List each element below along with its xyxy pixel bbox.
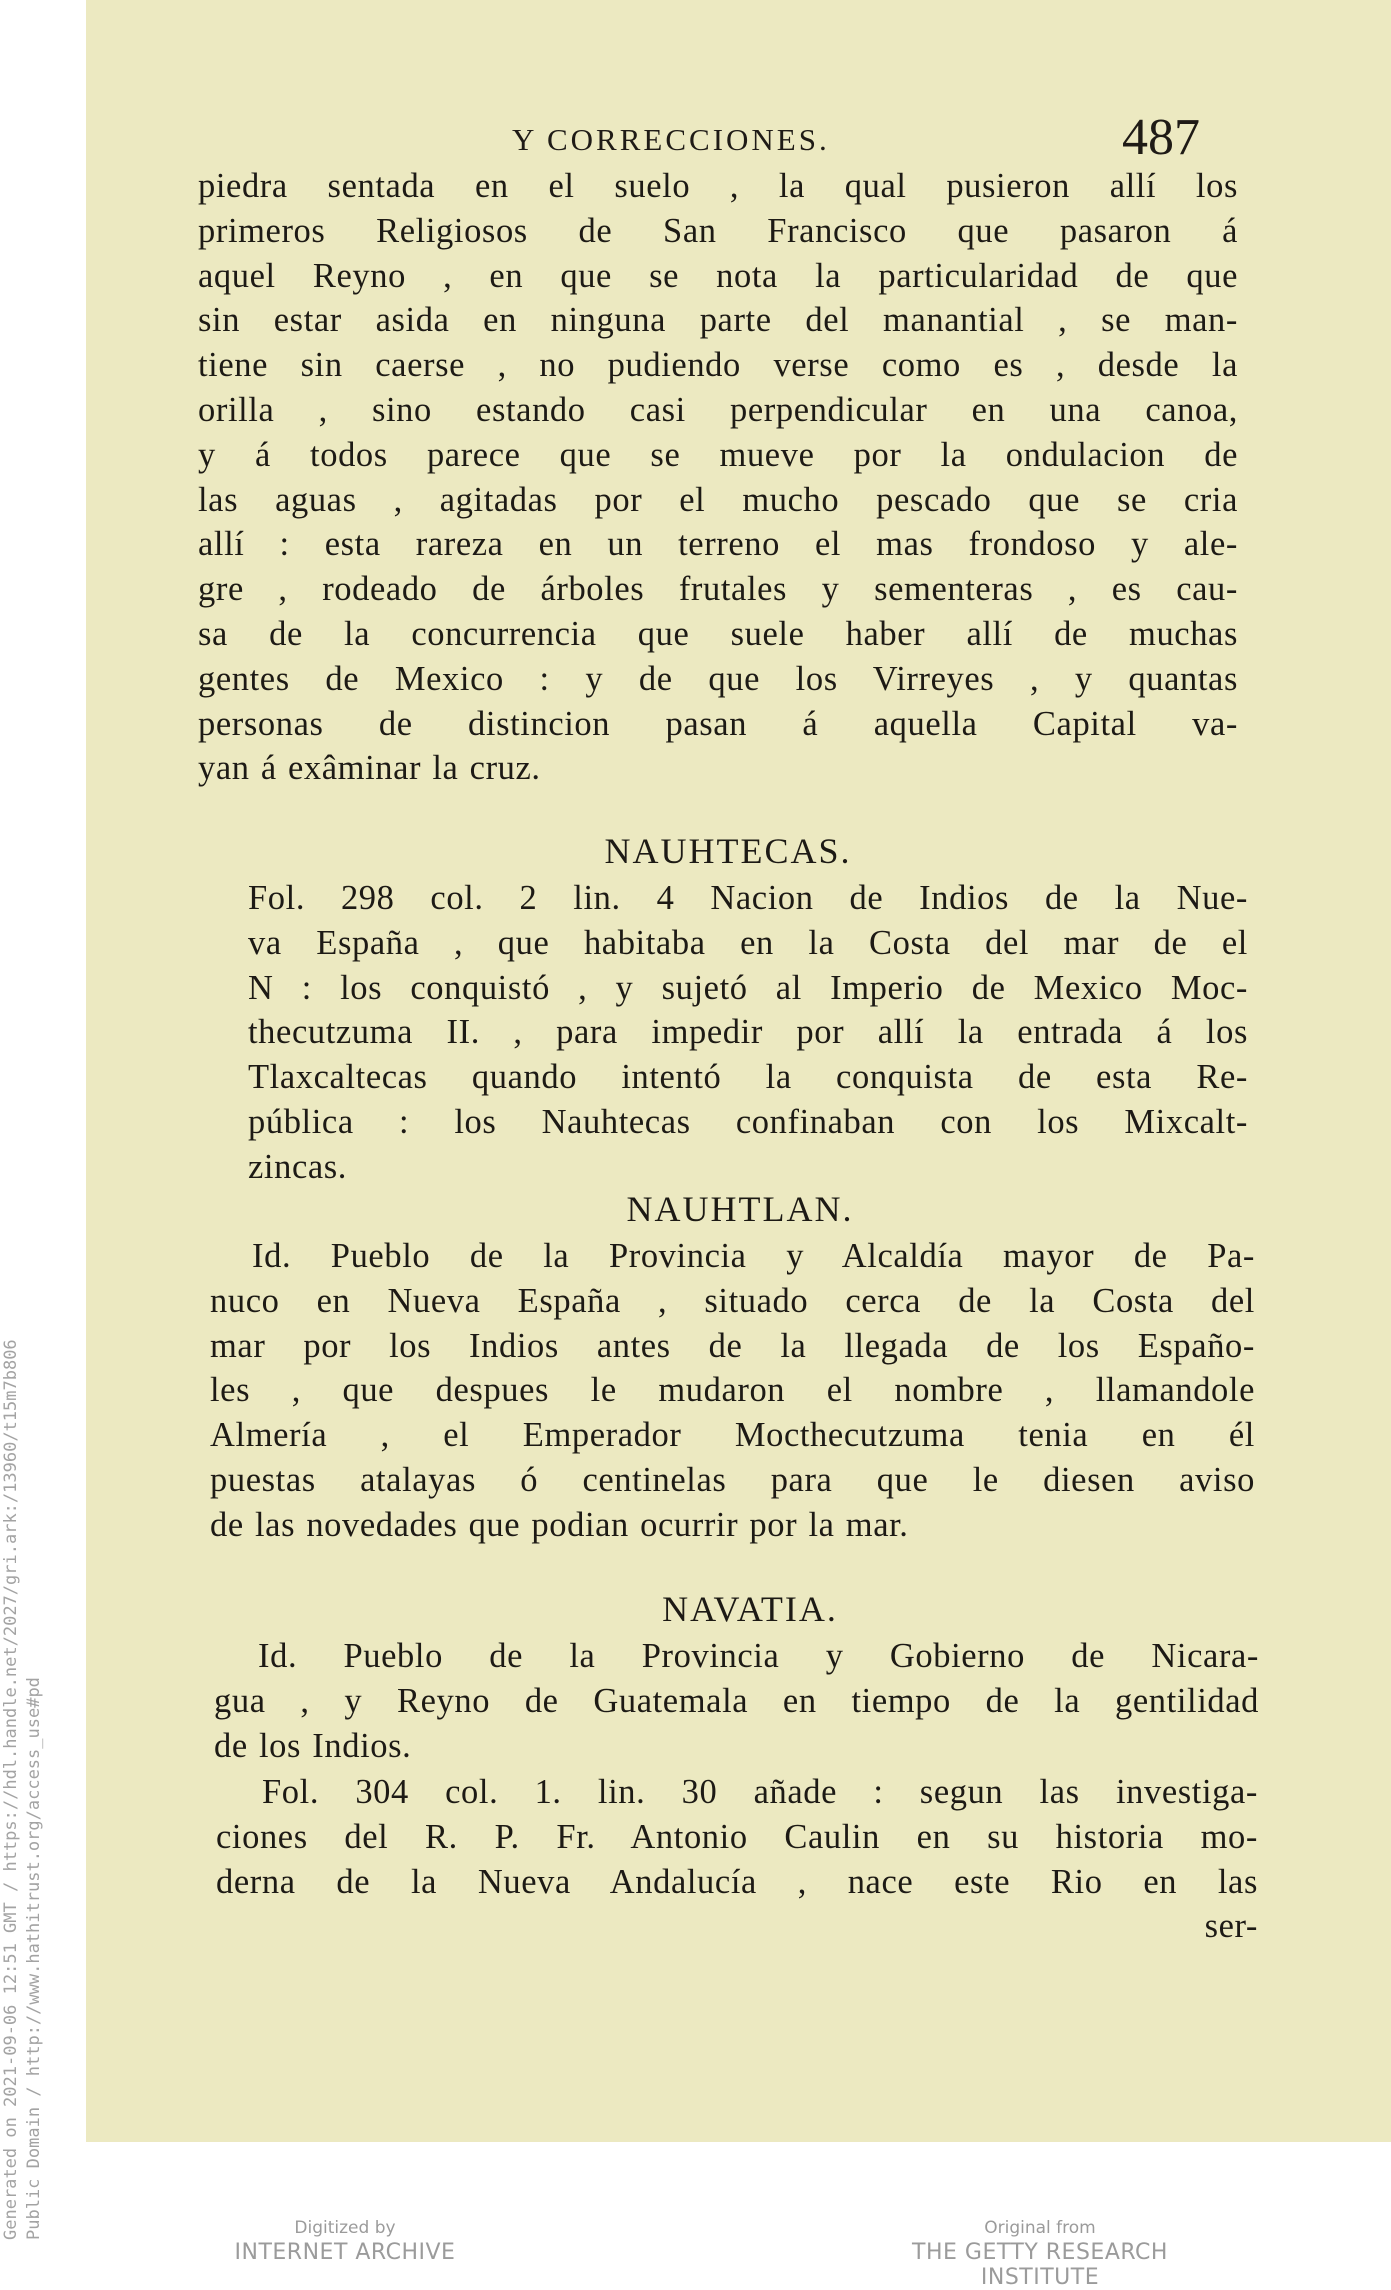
footer-digitized-source: INTERNET ARCHIVE xyxy=(234,2240,456,2265)
footer-digitized-by xyxy=(230,2218,460,2265)
running-title: Y CORRECCIONES. xyxy=(512,122,830,157)
watermark-line-2: Public Domain / http://www.hathitrust.org/access_use#pd xyxy=(24,1677,44,2240)
text-line: zincas. xyxy=(248,1147,348,1186)
text-line: thecutzuma II. , para impedir por allí la entrada á los xyxy=(248,1013,1248,1052)
text-line: de los Indios. xyxy=(214,1726,412,1765)
text-line: pública : los Nauhtecas confinaban con los Mixcalt- xyxy=(248,1102,1248,1141)
footer-original-source: THE GETTY RESEARCH INSTITUTE xyxy=(912,2240,1168,2290)
text-line: puestas atalayas ó centinelas para que le diesen aviso xyxy=(210,1460,1255,1499)
text-line: Fol. 304 col. 1. lin. 30 añade : segun las investiga- xyxy=(262,1773,1258,1811)
text-line: piedra sentada en el suelo , la qual pusieron allí los xyxy=(198,167,1238,205)
text-line: ciones del R. P. Fr. Antonio Caulin en su historia mo- xyxy=(216,1817,1258,1856)
text-line: allí : esta rareza en un terreno el mas frondoso y ale- xyxy=(198,525,1238,564)
text-line: Tlaxcaltecas quando intentó la conquista de esta Re- xyxy=(248,1058,1248,1097)
text-line: las aguas , agitadas por el mucho pescado que se cria xyxy=(198,480,1238,519)
entry-nauhtecas-text xyxy=(248,876,1248,1190)
text-line: gua , y Reyno de Guatemala en tiempo de la gentilidad xyxy=(214,1681,1259,1720)
footer-original-label: Original from xyxy=(984,2218,1096,2238)
watermark-line-1: Generated on 2021-09-06 12:51 GMT / https://hdl.handle.net/2027/gri.ark:/13960/t15m7b806 xyxy=(1,1339,21,2240)
text-line: les , que despues le mudaron el nombre , llamandole xyxy=(210,1371,1255,1410)
text-line: va España , que habitaba en la Costa del mar de el xyxy=(248,923,1248,962)
entry-navatia-text xyxy=(214,1634,1259,1768)
footer-digitized-label: Digitized by xyxy=(294,2218,396,2238)
text-line: primeros Religiosos de San Francisco que pasaron á xyxy=(198,211,1238,250)
text-line: de las novedades que podian ocurrir por la mar. xyxy=(210,1505,909,1544)
text-line: sin estar asida en ninguna parte del manantial , se man- xyxy=(198,301,1238,340)
text-line: Id. Pueblo de la Provincia y Alcaldía mayor de Pa- xyxy=(252,1237,1255,1275)
text-line: Almería , el Emperador Mocthecutzuma tenia en él xyxy=(210,1416,1255,1455)
watermark-text xyxy=(0,1339,46,2240)
text-line: tiene sin caerse , no pudiendo verse como es , desde la xyxy=(198,346,1238,385)
text-line: y á todos parece que se mueve por la ondulacion de xyxy=(198,435,1238,474)
catchword: ser- xyxy=(1204,1907,1258,1946)
text-line: aquel Reyno , en que se nota la particularidad de que xyxy=(198,256,1238,295)
page-number: 487 xyxy=(1122,109,1200,166)
text-line: gre , rodeado de árboles frutales y sementeras , es cau- xyxy=(198,570,1238,609)
text-line: yan á exâminar la cruz. xyxy=(198,749,541,788)
entry-heading-nauhtecas: NAUHTECAS. xyxy=(604,831,852,871)
text-line: gentes de Mexico : y de que los Virreyes , y quantas xyxy=(198,659,1238,698)
text-line: nuco en Nueva España , situado cerca de la Costa del xyxy=(210,1281,1255,1320)
entry-heading-navatia: NAVATIA. xyxy=(662,1589,838,1629)
text-line: Fol. 298 col. 2 lin. 4 Nacion de Indios de la Nue- xyxy=(248,879,1248,917)
text-line: mar por los Indios antes de la llegada de los Españo- xyxy=(210,1326,1255,1365)
text-line: orilla , sino estando casi perpendicular en una canoa, xyxy=(198,390,1238,429)
text-line: N : los conquistó , y sujetó al Imperio de Mexico Moc- xyxy=(248,968,1248,1007)
footer-original-from xyxy=(850,2218,1230,2290)
running-header xyxy=(198,108,1258,168)
text-line: derna de la Nueva Andalucía , nace este Rio en las xyxy=(216,1862,1258,1901)
entry-heading-nauhtlan: NAUHTLAN. xyxy=(626,1189,854,1229)
text-line: sa de la concurrencia que suele haber allí de muchas xyxy=(198,614,1238,653)
text-line: personas de distincion pasan á aquella Capital va- xyxy=(198,704,1238,743)
entry-fol304-text xyxy=(216,1770,1258,1949)
text-line: Id. Pueblo de la Provincia y Gobierno de Nicara- xyxy=(258,1637,1259,1675)
entry-nauhtlan-text xyxy=(210,1234,1255,1548)
entry-continued-text xyxy=(198,164,1238,791)
